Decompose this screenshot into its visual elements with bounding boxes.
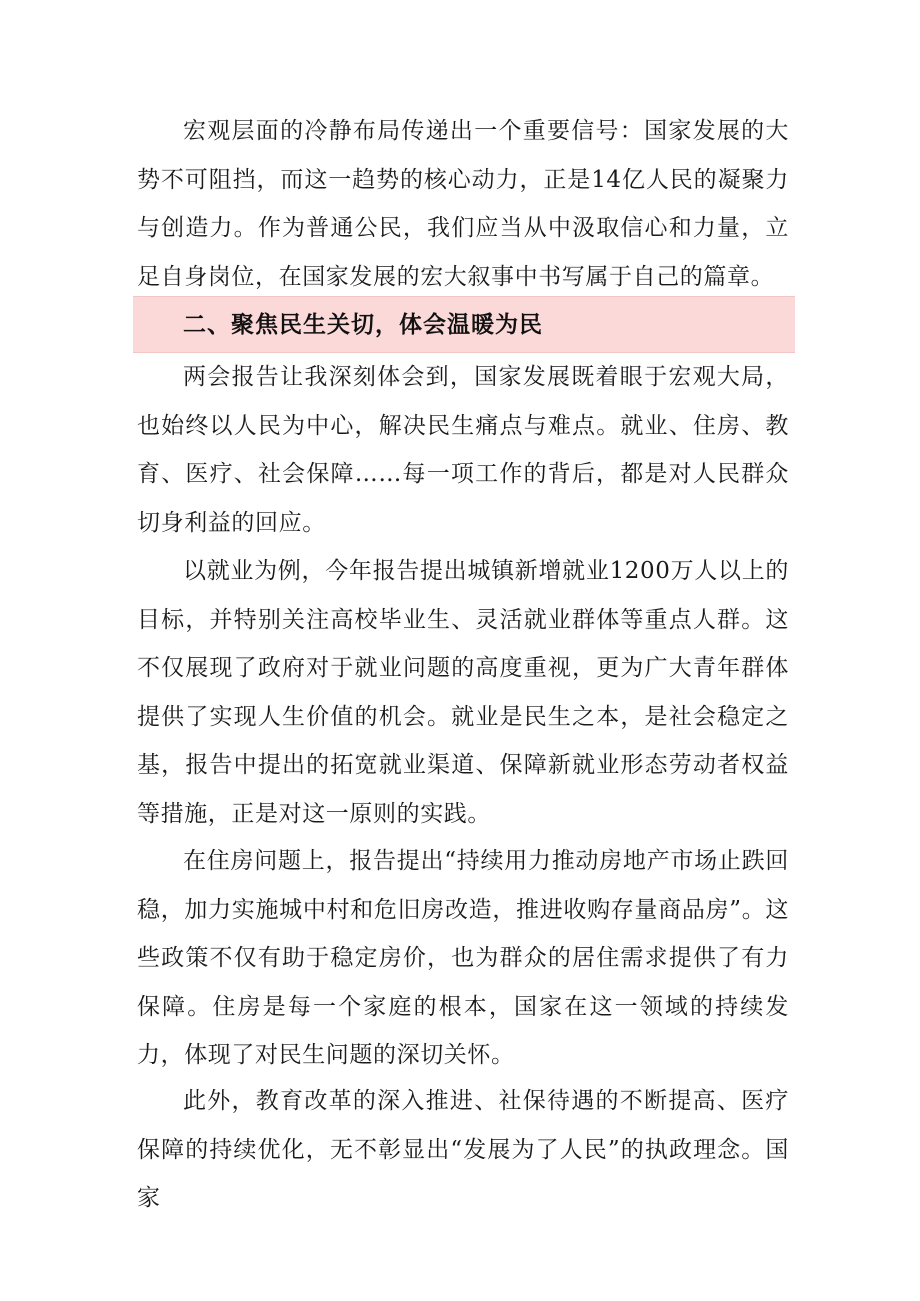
section-heading: 二、聚焦民生关切，体会温暖为民 bbox=[183, 311, 543, 338]
paragraph-1: 宏观层面的冷静布局传递出一个重要信号：国家发展的大势不可阻挡，而这一趋势的核心动力，正是14亿人民的凝聚力与创造力。作为普通公民，我们应当从中汲取信心和力量，立足自身岗位，在国家发展的宏大叙事中书写属于自己的篇章。 bbox=[137, 118, 789, 290]
paragraph-2: 两会报告让我深刻体会到，国家发展既着眼于宏观大局，也始终以人民为中心，解决民生痛点与难点。就业、住房、教育、医疗、社会保障……每一项工作的背后，都是对人民群众切身利益的回应。 bbox=[137, 364, 789, 536]
paragraph-3: 以就业为例，今年报告提出城镇新增就业1200万人以上的目标，并特别关注高校毕业生、灵活就业群体等重点人群。这不仅展现了政府对于就业问题的高度重视，更为广大青年群体提供了实现人生价值的机会。就业是民生之本，是社会稳定之基，报告中提出的拓宽就业渠道、保障新就业形态劳动者权益等措施，正是对这一原则的实践。 bbox=[137, 558, 789, 827]
paragraph-4: 在住房问题上，报告提出“持续用力推动房地产市场止跌回稳，加力实施城中村和危旧房改造，推进收购存量商品房”。这些政策不仅有助于稳定房价，也为群众的居住需求提供了有力保障。住房是每一个家庭的根本，国家在这一领域的持续发力，体现了对民生问题的深切关怀。 bbox=[137, 848, 789, 1068]
section-heading-band bbox=[133, 296, 795, 353]
paragraph-5: 此外，教育改革的深入推进、社保待遇的不断提高、医疗保障的持续优化，无不彰显出“发展为了人民”的执政理念。国家 bbox=[137, 1088, 789, 1211]
